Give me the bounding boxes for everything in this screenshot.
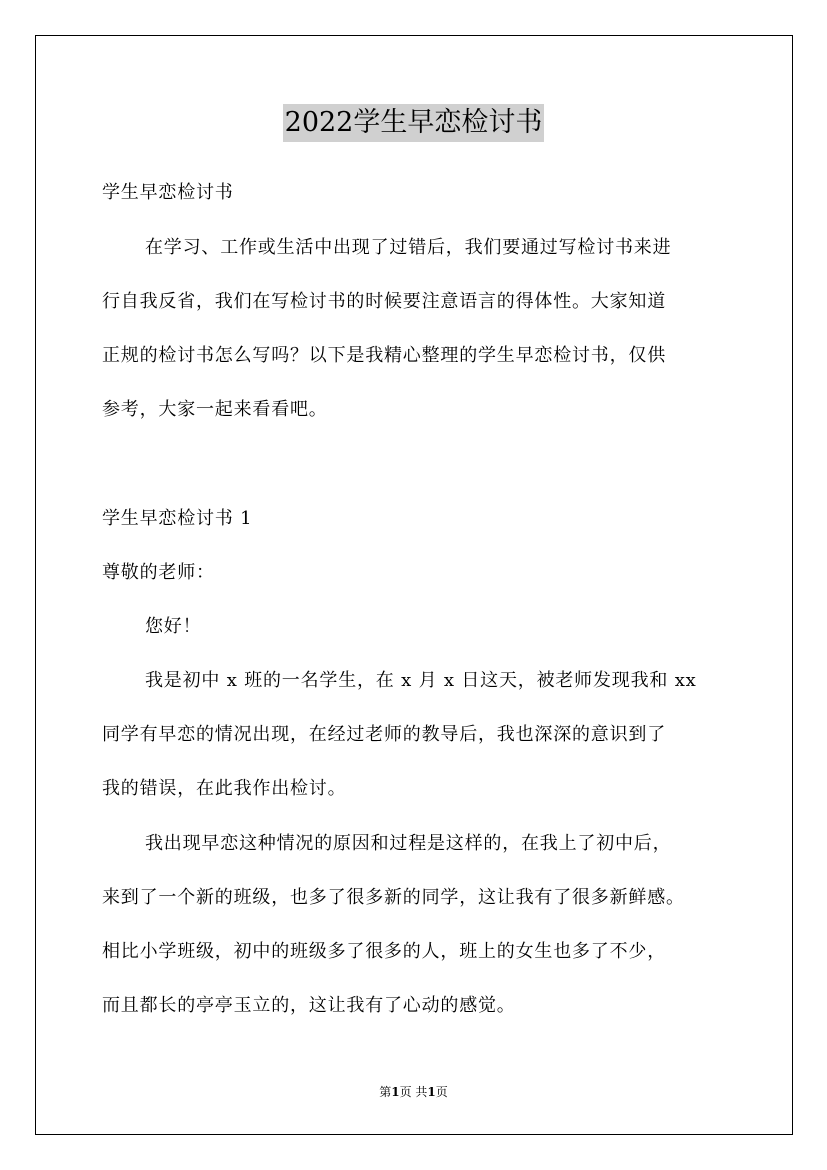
footer-suffix: 页 — [435, 1085, 448, 1099]
paragraph-line: 我是初中 x 班的一名学生，在 x 月 x 日这天，被老师发现我和 xx — [145, 670, 697, 691]
footer-mid: 页 共 — [399, 1085, 428, 1099]
salutation: 尊敬的老师： — [102, 562, 215, 583]
paragraph-line: 同学有早恋的情况出现，在经过老师的教导后，我也深深的意识到了 — [102, 724, 666, 745]
paragraph-line: 而且都长的亭亭玉立的，这让我有了心动的感觉。 — [102, 995, 516, 1016]
title-container — [0, 104, 827, 142]
paragraph-line: 行自我反省，我们在写检讨书的时候要注意语言的得体性。大家知道 — [102, 291, 666, 312]
paragraph-line: 正规的检讨书怎么写吗？以下是我精心整理的学生早恋检讨书，仅供 — [102, 345, 666, 366]
paragraph-line: 我出现早恋这种情况的原因和过程是这样的，在我上了初中后， — [145, 833, 672, 854]
page-footer — [0, 1084, 827, 1100]
section-heading: 学生早恋检讨书 — [102, 182, 234, 203]
paragraph-line: 相比小学班级，初中的班级多了很多的人，班上的女生也多了不少， — [102, 941, 666, 962]
document-title: 2022学生早恋检讨书 — [283, 104, 545, 142]
footer-total-pages: 1 — [427, 1085, 436, 1099]
paragraph-line: 参考，大家一起来看看吧。 — [102, 399, 328, 420]
paragraph-line: 我的错误，在此我作出检讨。 — [102, 778, 347, 799]
paragraph-line: 在学习、工作或生活中出现了过错后，我们要通过写检讨书来进 — [145, 237, 672, 258]
section-heading: 学生早恋检讨书 1 — [102, 508, 253, 529]
paragraph-line: 来到了一个新的班级，也多了很多新的同学，这让我有了很多新鲜感。 — [102, 887, 685, 908]
footer-prefix: 第 — [379, 1085, 392, 1099]
footer-current-page: 1 — [391, 1085, 400, 1099]
greeting: 您好！ — [145, 616, 202, 637]
